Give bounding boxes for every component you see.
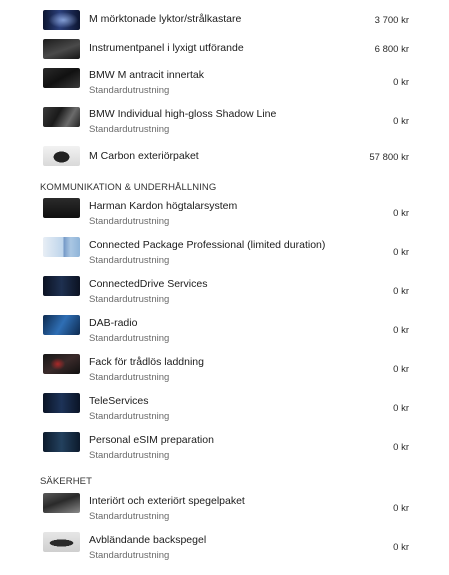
shadow-line-thumbnail-icon <box>43 107 80 127</box>
item-price: 0 kr <box>393 403 409 414</box>
item-price: 0 kr <box>393 286 409 297</box>
wireless-charging-thumbnail-icon <box>43 354 80 374</box>
list-item[interactable] <box>0 431 449 465</box>
item-price: 0 kr <box>393 503 409 514</box>
teleservices-screen-thumbnail-icon <box>43 393 80 413</box>
item-name: BMW Individual high-gloss Shadow Line <box>89 108 277 120</box>
item-price: 0 kr <box>393 208 409 219</box>
list-item[interactable] <box>0 492 449 526</box>
item-name: Instrumentpanel i lyxigt utförande <box>89 42 244 54</box>
item-price: 6 800 kr <box>374 44 409 55</box>
speaker-thumbnail-icon <box>43 198 80 218</box>
item-subtitle: Standardutrustning <box>89 85 170 96</box>
item-name: Personal eSIM preparation <box>89 434 214 446</box>
mirror-package-thumbnail-icon <box>43 493 80 513</box>
item-price: 0 kr <box>393 77 409 88</box>
item-subtitle: Standardutrustning <box>89 216 170 227</box>
item-subtitle: Standardutrustning <box>89 333 170 344</box>
item-name: DAB-radio <box>89 317 138 329</box>
radio-screen-thumbnail-icon <box>43 315 80 335</box>
list-item[interactable] <box>0 392 449 426</box>
item-name: Fack för trådlös laddning <box>89 356 204 368</box>
item-subtitle: Standardutrustning <box>89 294 170 305</box>
item-subtitle: Standardutrustning <box>89 511 170 522</box>
esim-screen-thumbnail-icon <box>43 432 80 452</box>
item-price: 0 kr <box>393 247 409 258</box>
list-item[interactable] <box>0 236 449 270</box>
item-price: 0 kr <box>393 116 409 127</box>
list-item[interactable] <box>0 8 449 30</box>
list-item[interactable] <box>0 197 449 231</box>
item-price: 0 kr <box>393 364 409 375</box>
item-name: BMW M antracit innertak <box>89 69 204 81</box>
item-name: M Carbon exteriörpaket <box>89 150 199 162</box>
item-name: TeleServices <box>89 395 149 407</box>
item-subtitle: Standardutrustning <box>89 550 170 561</box>
section-title: KOMMUNIKATION & UNDERHÅLLNING <box>40 182 217 193</box>
rearview-mirror-thumbnail-icon <box>43 532 80 552</box>
item-subtitle: Standardutrustning <box>89 124 170 135</box>
item-price: 3 700 kr <box>374 15 409 26</box>
list-item[interactable] <box>0 66 449 100</box>
item-name: Interiört och exteriört spegelpaket <box>89 495 245 507</box>
section-title: SÄKERHET <box>40 476 93 487</box>
item-price: 0 kr <box>393 325 409 336</box>
item-name: ConnectedDrive Services <box>89 278 208 290</box>
item-subtitle: Standardutrustning <box>89 255 170 266</box>
list-item[interactable] <box>0 37 449 59</box>
item-subtitle: Standardutrustning <box>89 411 170 422</box>
carbon-mirror-thumbnail-icon <box>43 146 80 166</box>
item-price: 0 kr <box>393 542 409 553</box>
item-name: M mörktonade lyktor/strålkastare <box>89 13 242 25</box>
list-item[interactable] <box>0 105 449 139</box>
list-item[interactable] <box>0 275 449 309</box>
navigation-screen-thumbnail-icon <box>43 237 80 257</box>
list-item[interactable] <box>0 353 449 387</box>
item-price: 0 kr <box>393 442 409 453</box>
headlight-thumbnail-icon <box>43 10 80 30</box>
dashboard-thumbnail-icon <box>43 39 80 59</box>
list-item[interactable] <box>0 531 449 565</box>
item-price: 57 800 kr <box>369 152 409 163</box>
item-name: Avbländande backspegel <box>89 534 207 546</box>
item-name: Harman Kardon högtalarsystem <box>89 200 238 212</box>
connected-screen-thumbnail-icon <box>43 276 80 296</box>
headliner-thumbnail-icon <box>43 68 80 88</box>
list-item[interactable] <box>0 146 449 168</box>
item-subtitle: Standardutrustning <box>89 372 170 383</box>
item-name: Connected Package Professional (limited duration) <box>89 239 326 251</box>
list-item[interactable] <box>0 314 449 348</box>
item-subtitle: Standardutrustning <box>89 450 170 461</box>
